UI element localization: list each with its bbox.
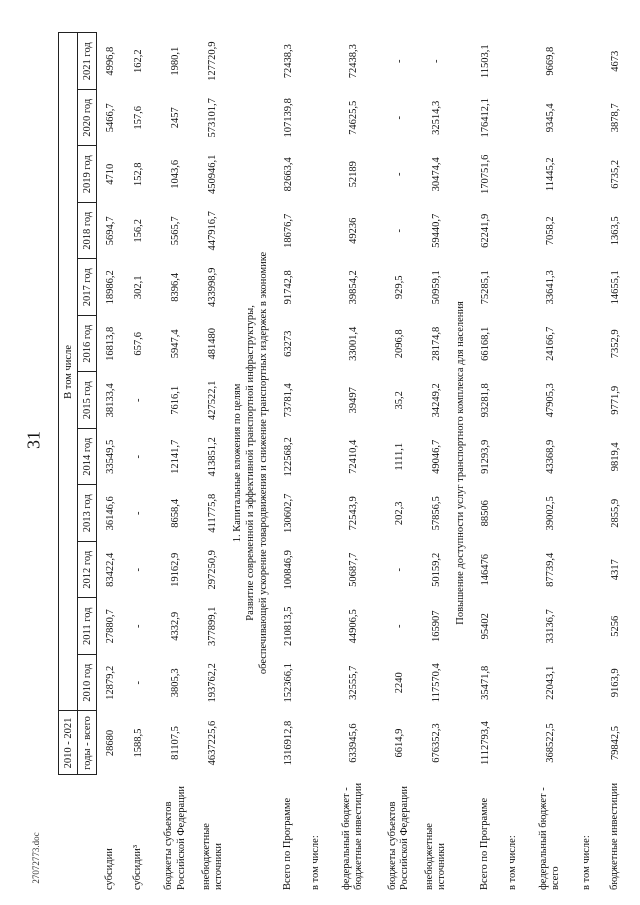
value-cell: 50687,7	[347, 552, 359, 587]
row-label: в том числе:	[581, 835, 593, 890]
value-cell: 202,3	[393, 501, 405, 526]
value-cell: 36146,6	[105, 496, 117, 531]
value-cell	[573, 90, 601, 147]
value-cell: 152366,1	[282, 663, 294, 703]
value-cell: 5947,4	[170, 329, 181, 359]
header-total-label: годы - всего	[78, 711, 97, 775]
value-cell: 377899,1	[207, 606, 219, 646]
value-cell	[499, 33, 527, 90]
value-cell	[573, 655, 601, 712]
value-cell: 107139,8	[282, 98, 294, 138]
header-year: 2019 год	[78, 146, 97, 203]
value-cell	[499, 598, 527, 655]
value-cell: 27880,7	[105, 609, 117, 644]
value-cell: 9345,4	[544, 103, 556, 133]
value-cell: 72438,3	[347, 44, 359, 79]
value-cell: -	[133, 681, 144, 685]
value-cell: 146476	[479, 554, 491, 586]
value-cell: 79842,5	[609, 725, 621, 761]
value-cell	[573, 316, 601, 373]
header-year: 2020 год	[78, 90, 97, 147]
value-cell: 22043,1	[544, 665, 556, 700]
table-row	[274, 33, 302, 893]
value-cell	[499, 542, 527, 599]
value-cell	[499, 90, 527, 147]
table-row	[97, 33, 125, 893]
header-year: 2014 год	[78, 429, 97, 486]
value-cell: 9669,8	[544, 46, 556, 76]
table-row	[499, 33, 527, 893]
header-year: 2013 год	[78, 485, 97, 542]
table-row	[573, 33, 601, 893]
value-cell: 193762,2	[207, 663, 219, 703]
value-cell: 411775,8	[207, 493, 219, 533]
value-cell: 81107,5	[170, 726, 181, 760]
value-cell: 1316912,8	[282, 720, 294, 766]
section-1-subtitle-2: обеспечивающей ускорение товародвижения и снижение транспортных издержек в экономике	[257, 251, 269, 675]
value-cell: 18986,2	[105, 270, 117, 305]
value-cell: 32555,7	[347, 665, 359, 700]
value-cell	[302, 655, 330, 712]
table-row	[330, 33, 376, 893]
value-cell: 929,5	[393, 275, 405, 300]
value-cell: 72438,3	[282, 44, 294, 79]
value-cell: 450946,1	[207, 154, 219, 194]
value-cell: 368522,5	[544, 723, 556, 763]
value-cell	[302, 316, 330, 373]
value-cell: 5466,7	[105, 103, 117, 133]
value-cell: 74625,5	[347, 100, 359, 135]
value-cell: 481480	[207, 328, 219, 360]
value-cell: 52189	[347, 161, 359, 188]
footer-filename: 27072773.doc	[31, 832, 41, 884]
value-cell: 8658,4	[170, 498, 181, 528]
value-cell	[302, 485, 330, 542]
value-cell: 5565,7	[170, 216, 181, 246]
value-cell: 9771,9	[609, 385, 621, 415]
value-cell: 100846,9	[282, 550, 294, 590]
page-number: 31	[23, 431, 44, 449]
value-cell: 573101,7	[207, 98, 219, 138]
value-cell: 2855,9	[609, 498, 621, 528]
section-1-subtitle-1: Развитие современной и эффективной транспортной инфраструктуры,	[244, 305, 256, 621]
value-cell	[302, 372, 330, 429]
value-cell: 47905,3	[544, 383, 556, 418]
table-row	[471, 33, 499, 893]
table-row	[199, 33, 227, 893]
value-cell: 30474,4	[430, 157, 442, 192]
value-cell: -	[133, 455, 144, 459]
value-cell: 6614,9	[393, 728, 405, 758]
value-cell: -	[133, 398, 144, 402]
header-year: 2010 год	[78, 655, 97, 712]
value-cell	[499, 259, 527, 316]
value-cell: 7058,2	[544, 216, 556, 246]
value-cell: 1112793,4	[479, 721, 491, 765]
value-cell: -	[393, 116, 405, 120]
row-label: в том числе:	[507, 835, 519, 890]
value-cell: 91293,9	[479, 439, 491, 474]
row-label: субсидии³	[132, 845, 144, 890]
value-cell: 170751,6	[479, 154, 491, 194]
value-cell: 7616,1	[170, 385, 181, 415]
value-cell: 72410,4	[347, 439, 359, 474]
value-cell	[302, 146, 330, 203]
table-row	[422, 33, 450, 893]
value-cell: 91742,8	[282, 270, 294, 305]
row-label: бюджеты субъектов Российской Федерации	[386, 786, 410, 890]
value-cell: 12141,7	[170, 439, 181, 474]
value-cell: 28174,8	[430, 326, 442, 361]
header-empty-cell	[59, 775, 97, 893]
value-cell: 38133,4	[105, 383, 117, 418]
value-cell	[499, 203, 527, 260]
budget-table	[58, 32, 629, 893]
value-cell: 9819,4	[609, 442, 621, 472]
header-year: 2011 год	[78, 598, 97, 655]
value-cell: 39854,2	[347, 270, 359, 305]
value-cell	[499, 146, 527, 203]
row-label: бюджетные инвестиции	[609, 782, 621, 890]
value-cell: 3805,3	[170, 668, 181, 698]
value-cell: 35,2	[393, 391, 405, 410]
value-cell	[302, 542, 330, 599]
table-row	[601, 33, 629, 893]
table-body-b	[274, 33, 450, 893]
value-cell: 11503,1	[479, 44, 491, 79]
value-cell: 73781,4	[282, 383, 294, 418]
value-cell: 33549,5	[105, 439, 117, 474]
value-cell: 2240	[393, 672, 405, 694]
header-year: 2015 год	[78, 372, 97, 429]
value-cell	[499, 316, 527, 373]
value-cell: 87739,4	[544, 552, 556, 587]
value-cell: 1980,1	[170, 46, 181, 76]
value-cell: 88506	[479, 500, 491, 527]
value-cell	[499, 372, 527, 429]
value-cell: 33001,4	[347, 326, 359, 361]
value-cell: 33641,3	[544, 270, 556, 305]
value-cell: 72543,9	[347, 496, 359, 531]
header-year: 2021 год	[78, 33, 97, 90]
table-row	[376, 33, 422, 893]
row-label: Всего по Программе	[479, 797, 491, 890]
value-cell: 122568,2	[282, 437, 294, 477]
value-cell: 156,2	[133, 218, 144, 243]
value-cell: 2457	[170, 107, 181, 129]
value-cell: 95402	[479, 613, 491, 640]
value-cell: 176412,1	[479, 98, 491, 138]
value-cell	[573, 146, 601, 203]
table-row	[302, 33, 330, 893]
value-cell	[573, 429, 601, 486]
value-cell: 413851,2	[207, 437, 219, 477]
value-cell: 49236	[347, 217, 359, 244]
value-cell: -	[430, 59, 442, 63]
value-cell	[573, 259, 601, 316]
value-cell: 34249,2	[430, 383, 442, 418]
value-cell: 4673	[609, 50, 621, 72]
row-label: Всего по Программе	[281, 797, 293, 890]
value-cell: 5694,7	[105, 216, 117, 246]
value-cell: 5256	[609, 615, 621, 637]
value-cell: 657,6	[133, 331, 144, 356]
value-cell: 66168,1	[479, 326, 491, 361]
value-cell: 6735,2	[609, 159, 621, 189]
value-cell: 1043,6	[170, 159, 181, 189]
row-label: субсидии	[104, 848, 116, 890]
section-2-title: Повышение доступности услуг транспортного комплекса для населения	[455, 301, 467, 625]
value-cell: 93281,8	[479, 383, 491, 418]
value-cell: 152,8	[133, 162, 144, 187]
value-cell: -	[393, 172, 405, 176]
value-cell: 12879,2	[105, 665, 117, 700]
value-cell: 43368,9	[544, 439, 556, 474]
value-cell: 19162,9	[170, 552, 181, 587]
header-year: 2016 год	[78, 316, 97, 373]
value-cell: 210813,5	[282, 606, 294, 646]
value-cell: 44906,5	[347, 609, 359, 644]
value-cell: 9163,9	[609, 668, 621, 698]
value-cell: 4637225,6	[207, 720, 219, 766]
value-cell: 7352,9	[609, 329, 621, 359]
value-cell: 82663,4	[282, 157, 294, 192]
section-2-heading	[450, 33, 471, 893]
value-cell	[499, 485, 527, 542]
header-total-range: 2010 - 2021	[59, 711, 78, 775]
value-cell: 32514,3	[430, 100, 442, 135]
value-cell	[499, 655, 527, 712]
value-cell: 18676,7	[282, 213, 294, 248]
row-label: внебюджетные источники	[200, 823, 224, 890]
value-cell: 447916,7	[207, 211, 219, 251]
rotated-table-container	[58, 33, 621, 893]
value-cell: 59440,7	[430, 213, 442, 248]
value-cell: 39497	[347, 387, 359, 414]
value-cell: -	[133, 511, 144, 515]
value-cell: 83422,4	[105, 552, 117, 587]
value-cell	[573, 372, 601, 429]
header-year: 2017 год	[78, 259, 97, 316]
value-cell: 24166,7	[544, 326, 556, 361]
value-cell: 117570,4	[430, 663, 442, 703]
value-cell	[302, 203, 330, 260]
value-cell: 2096,8	[393, 329, 405, 359]
value-cell: -	[393, 229, 405, 233]
row-label: федеральный бюджет - бюджетные инвестиции	[340, 782, 364, 890]
value-cell	[573, 711, 601, 775]
value-cell: 33136,7	[544, 609, 556, 644]
value-cell: 35471,8	[479, 665, 491, 700]
row-label: федеральный бюджет - всего	[538, 787, 562, 890]
value-cell: 4332,9	[170, 611, 181, 641]
value-cell	[302, 429, 330, 486]
value-cell: 50159,2	[430, 552, 442, 587]
value-cell: 28680	[105, 729, 117, 757]
value-cell: 427522,1	[207, 380, 219, 420]
value-cell: 75285,1	[479, 270, 491, 305]
value-cell: 162,2	[133, 49, 144, 74]
value-cell: -	[393, 568, 405, 572]
value-cell: -	[133, 568, 144, 572]
value-cell: 63273	[282, 330, 294, 357]
table-header	[59, 33, 97, 893]
value-cell: 127720,9	[207, 41, 219, 81]
value-cell: 676352,3	[430, 723, 442, 763]
value-cell: -	[133, 624, 144, 628]
value-cell: 130602,7	[282, 493, 294, 533]
value-cell: 62241,9	[479, 213, 491, 248]
value-cell	[573, 203, 601, 260]
value-cell	[499, 711, 527, 775]
value-cell	[573, 598, 601, 655]
value-cell: 157,6	[133, 105, 144, 130]
table-row	[125, 33, 153, 893]
table-body-a	[97, 33, 227, 893]
value-cell: -	[393, 59, 405, 63]
value-cell: 4710	[105, 163, 117, 185]
value-cell: 3878,7	[609, 103, 621, 133]
value-cell: 297250,9	[207, 550, 219, 590]
table-row	[153, 33, 199, 893]
value-cell	[302, 598, 330, 655]
value-cell	[302, 33, 330, 90]
value-cell: 49046,7	[430, 439, 442, 474]
value-cell: 11445,2	[544, 157, 556, 192]
header-incl: В том числе	[59, 33, 78, 711]
value-cell: 57856,5	[430, 496, 442, 531]
value-cell: 1588,5	[133, 728, 144, 758]
table-row	[527, 33, 573, 893]
table-body-c	[471, 33, 629, 893]
value-cell	[573, 542, 601, 599]
header-year: 2018 год	[78, 203, 97, 260]
value-cell: 16813,8	[105, 326, 117, 361]
value-cell: 433998,9	[207, 267, 219, 307]
value-cell: 14655,1	[609, 270, 621, 305]
section-1-heading	[227, 33, 274, 893]
value-cell: 4317	[609, 559, 621, 581]
value-cell	[573, 485, 601, 542]
value-cell: 1363,5	[609, 216, 621, 246]
section-1-title: 1. Капитальные вложения по целям	[231, 383, 243, 543]
row-label: бюджеты субъектов Российской Федерации	[163, 786, 187, 890]
value-cell: -	[393, 624, 405, 628]
value-cell: 50959,1	[430, 270, 442, 305]
value-cell	[302, 90, 330, 147]
value-cell: 4996,8	[105, 46, 117, 76]
value-cell: 165907	[430, 610, 442, 642]
value-cell: 633945,6	[347, 723, 359, 763]
row-label: внебюджетные источники	[424, 823, 448, 890]
value-cell: 39002,5	[544, 496, 556, 531]
header-year: 2012 год	[78, 542, 97, 599]
value-cell: 1111,1	[393, 442, 405, 471]
value-cell	[302, 711, 330, 775]
value-cell	[573, 33, 601, 90]
value-cell	[302, 259, 330, 316]
value-cell: 302,1	[133, 275, 144, 300]
row-label: в том числе:	[309, 835, 321, 890]
value-cell: 8396,4	[170, 272, 181, 302]
value-cell	[499, 429, 527, 486]
